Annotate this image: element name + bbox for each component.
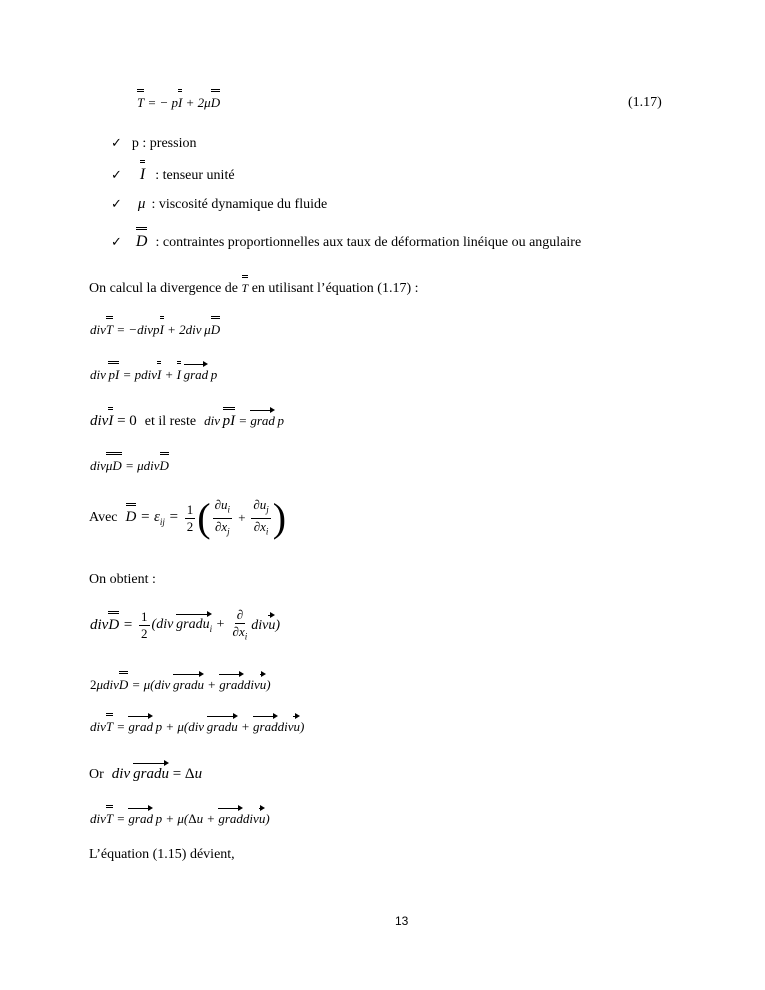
symbol-T: T bbox=[241, 281, 249, 295]
symbol-I: I bbox=[139, 166, 146, 183]
bullet-item-viscosite: ✓ μ : viscosité dynamique du fluide bbox=[111, 196, 328, 212]
equation-div-I-zero: divI = 0 et il reste div pI = grad p bbox=[90, 413, 285, 429]
symbol-D: D bbox=[135, 233, 148, 250]
equation-devient-text: L’équation (1.15) dévient, bbox=[89, 847, 235, 862]
checkmark-icon: ✓ bbox=[111, 235, 122, 250]
bullet-item-tenseur-unite: ✓ I : tenseur unité bbox=[111, 166, 235, 183]
equation-div-muD: divμD = μdivD bbox=[90, 458, 169, 473]
equation-div-pI: div pI = pdivI + I grad p bbox=[90, 367, 218, 382]
page-number: 13 bbox=[395, 914, 409, 928]
equation-div-D-half: divD = $\frac{1}{2}$ (div gradu$_i$ + $\frac{\partial}{\partial x_i}$ divu) bbox=[90, 607, 281, 642]
equation-or-laplacian: Or div gradu = Δu bbox=[89, 766, 203, 782]
equation-number-1-17: (1.17) bbox=[628, 95, 662, 110]
equation-div-T-final: divT = grad p + μ(Δu + graddivu) bbox=[90, 811, 270, 826]
equation-div-T-full: divT = grad p + μ(div gradu + graddivu) bbox=[90, 719, 305, 734]
checkmark-icon: ✓ bbox=[111, 168, 122, 183]
checkmark-icon: ✓ bbox=[111, 197, 122, 212]
bullet-item-pression: ✓ p : pression bbox=[111, 136, 197, 151]
equation-div-T: divT = −divpI + 2div μD bbox=[90, 322, 221, 337]
equation-avec-D: Avec $D = \varepsilon_{ij}$ = $\frac{1}{2}$ ( $\frac{\partial u_i}{\partial x_j}$ + $\frac{\partial u_j}{\partial x_i}$ ) bbox=[89, 495, 287, 541]
bullet-item-contraintes: ✓ D : contraintes proportionnelles aux taux de déformation linéique ou angulaire bbox=[111, 233, 582, 250]
checkmark-icon: ✓ bbox=[111, 136, 122, 151]
equation-2mu-div-D: 2μdivD = μ(div gradu + graddivu) bbox=[90, 677, 271, 692]
symbol-mu: μ bbox=[137, 196, 146, 212]
equation-1-17: T = − pI + 2μD bbox=[137, 95, 221, 110]
divergence-intro: On calcul la divergence de T en utilisant l’équation (1.17) : bbox=[89, 281, 419, 296]
on-obtient: On obtient : bbox=[89, 572, 156, 587]
